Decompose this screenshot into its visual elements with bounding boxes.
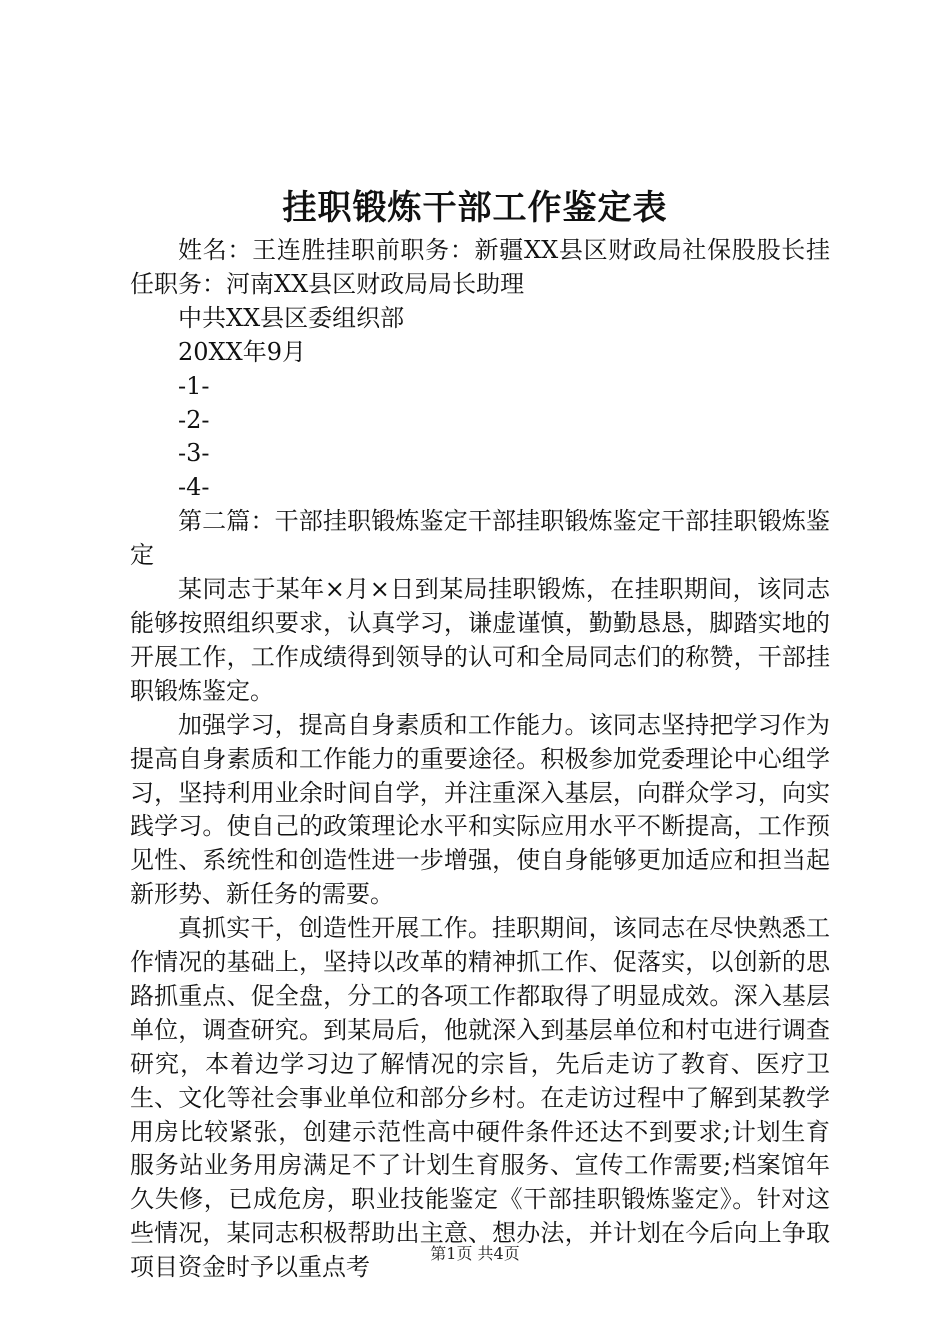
personal-info-paragraph: 姓名：王连胜挂职前职务：新疆XX县区财政局社保股股长挂任职务：河南XX县区财政局局长助理: [130, 236, 830, 298]
body-paragraph: 真抓实干，创造性开展工作。挂职期间，该同志在尽快熟悉工作情况的基础上，坚持以改革的精神抓工作、促落实，以创新的思路抓重点、促全盘，分工的各项工作都取得了明显成效。深入基层单位，调查研究。到某局后，他就深入到基层单位和村屯进行调查研究，本着边学习边了解情况的宗旨，先后走访了教育、医疗卫生、文化等社会事业单位和部分乡村。在走访过程中了解到某教学用房比较紧张，创建示范性高中硬件条件还达不到要求;计划生育服务站业务用房满足不了计划生育服务、宣传工作需要;档案馆年久失修，已成危房，职业技能鉴定《干部挂职锻炼鉴定》。针对这些情况，某同志积极帮助出主意、想办法，并计划在今后向上争取项目资金时予以重点考: [130, 914, 830, 1282]
document-title: 挂职锻炼干部工作鉴定表: [282, 188, 668, 228]
document-body: [130, 234, 830, 1285]
date-line: 20XX年9月: [178, 337, 306, 366]
body-paragraph: 某同志于某年×月×日到某局挂职锻炼，在挂职期间，该同志能够按照组织要求，认真学习，谦虚谨慎，勤勤恳恳，脚踏实地的开展工作，工作成绩得到领导的认可和全局同志们的称赞，干部挂职锻炼鉴定。: [130, 575, 830, 705]
page-marker-3: -3-: [178, 439, 210, 468]
body-paragraph: 加强学习，提高自身素质和工作能力。该同志坚持把学习作为提高自身素质和工作能力的重要途径。积极参加党委理论中心组学习，坚持利用业余时间自学，并注重深入基层，向群众学习，向实践学习。使自己的政策理论水平和实际应用水平不断提高，工作预见性、系统性和创造性进一步增强，使自身能够更加适应和担当起新形势、新任务的需要。: [130, 710, 830, 909]
page-footer: 第1页 共4页: [430, 1244, 520, 1263]
page-marker-2: -2-: [178, 405, 210, 434]
organization-line: 中共XX县区委组织部: [178, 303, 405, 332]
section-heading: 第二篇：干部挂职锻炼鉴定干部挂职锻炼鉴定干部挂职锻炼鉴定: [130, 507, 830, 570]
page-marker-4: -4-: [178, 473, 210, 502]
page-marker-1: -1-: [178, 371, 210, 400]
